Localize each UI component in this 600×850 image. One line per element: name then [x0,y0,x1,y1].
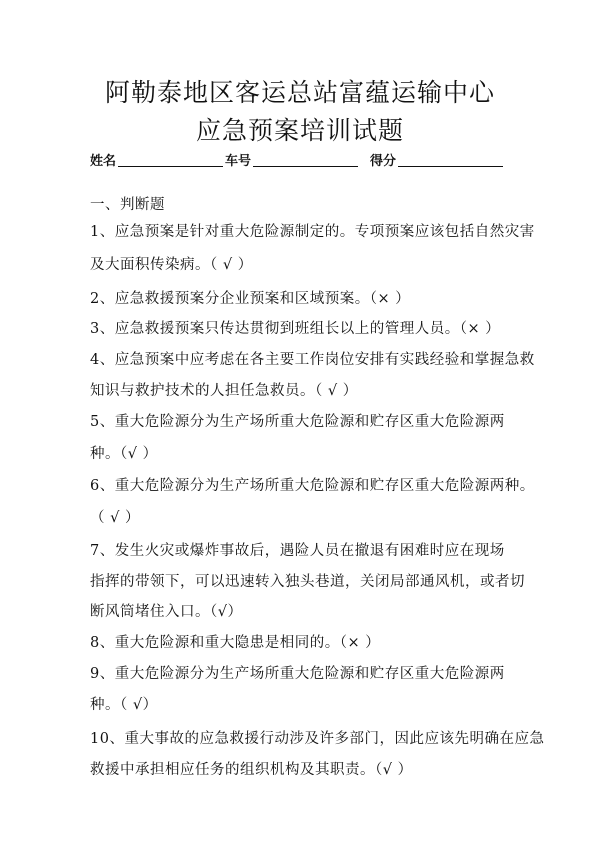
question-line: 断风筒堵住入口。（√） [90,604,243,620]
score-field-line[interactable] [398,166,503,167]
question-line: （ √ ） [90,510,140,526]
question-line: 4、应急预案中应考虑在各主要工作岗位安排有实践经验和掌握急救 [90,352,535,368]
question-line: 指挥的带领下，可以迅速转入独头巷道，关闭局部通风机，或者切 [90,574,525,590]
score-label: 得分 [370,154,397,169]
car-number-field-line[interactable] [253,166,358,167]
question-line: 6、重大危险源分为生产场所重大危险源和贮存区重大危险源两种。 [90,478,535,494]
question-line: 种。（√ ） [90,446,158,462]
question-line: 及大面积传染病。（ √ ） [90,257,253,273]
question-line: 知识与救护技术的人担任急救员。（ √ ） [90,383,358,399]
question-line: 2、应急救援预案分企业预案和区域预案。（× ） [90,291,411,307]
car-number-label: 车号 [225,154,252,169]
question-line: 9、重大危险源分为生产场所重大危险源和贮存区重大危险源两 [90,666,505,682]
question-line: 8、重大危险源和重大隐患是相同的。（× ） [90,635,381,651]
question-line: 5、重大危险源分为生产场所重大危险源和贮存区重大危险源两 [90,414,505,430]
question-line: 种。（ √） [90,697,158,713]
name-field-line[interactable] [118,166,223,167]
section-heading: 一、判断题 [90,197,165,213]
document-title: 阿勒泰地区客运总站富蕴运输中心 [104,78,495,107]
question-line: 1、应急预案是针对重大危险源制定的。专项预案应该包括自然灾害 [90,224,535,240]
question-line: 3、应急救援预案只传达贯彻到班组长以上的管理人员。（× ） [90,321,501,337]
question-line: 10、重大事故的应急救援行动涉及许多部门，因此应该先明确在应急 [90,731,545,747]
document-subtitle: 应急预案培训试题 [195,116,404,145]
question-line: 救援中承担相应任务的组织机构及其职责。（√ ） [90,762,413,778]
question-line: 7、发生火灾或爆炸事故后，遇险人员在撤退有困难时应在现场 [90,543,505,559]
name-label: 姓名 [90,154,117,169]
info-row [90,150,510,172]
